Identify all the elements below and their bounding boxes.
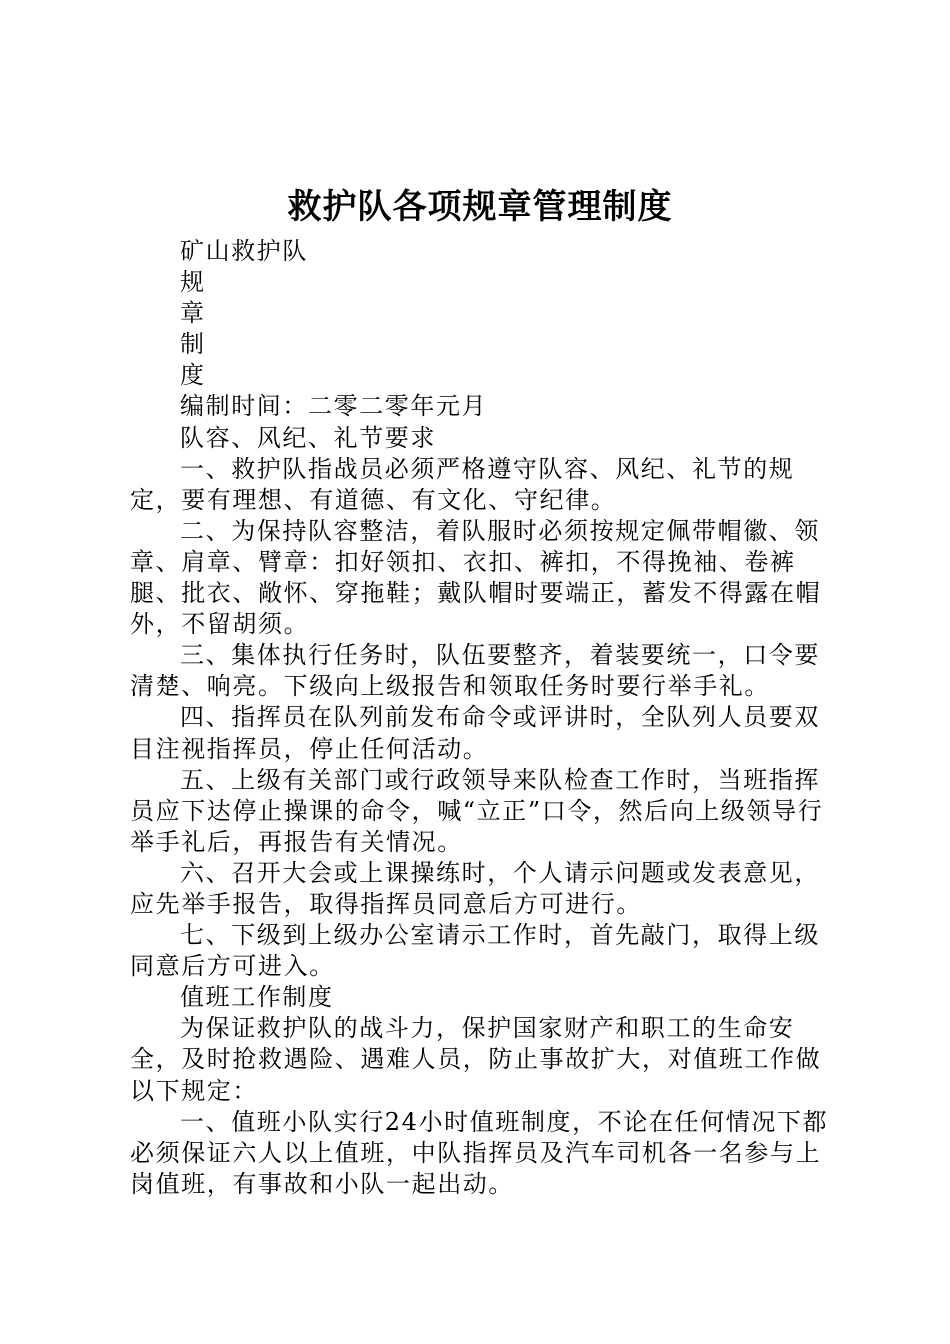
paragraph-duty-rule-1: 一、值班小队实行24小时值班制度，不论在任何情况下都必须保证六人以上值班，中队指挥员及汽车司机各一名参与上岗值班，有事故和小队一起出动。 xyxy=(130,1107,829,1198)
paragraph-rule-1: 一、救护队指战员必须严格遵守队容、风纪、礼节的规定，要有理想、有道德、有文化、守纪律。 xyxy=(130,454,795,514)
paragraph-heading-char-4: 度 xyxy=(180,361,206,390)
paragraph-rule-2: 二、为保持队容整洁，着队服时必须按规定佩带帽徽、领章、肩章、臂章：扣好领扣、衣扣、裤扣，不得挽袖、卷裤腿、批衣、敞怀、穿拖鞋；戴队帽时要端正，蓄发不得露在帽外，不留胡须。 xyxy=(130,516,822,639)
paragraph-rule-6: 六、召开大会或上课操练时，个人请示问题或发表意见，应先举手报告，取得指挥员同意后方可进行。 xyxy=(130,858,820,918)
paragraph-duty-intro: 为保证救护队的战斗力，保护国家财产和职工的生命安全，及时抢救遇险、遇难人员，防止事故扩大，对值班工作做以下规定： xyxy=(130,1014,822,1105)
paragraph-heading-char-3: 制 xyxy=(180,330,206,359)
document-body xyxy=(130,236,842,1200)
paragraph-rule-7: 七、下级到上级办公室请示工作时，首先敲门，取得上级同意后方可进入。 xyxy=(130,921,820,981)
paragraph-heading-char-2: 章 xyxy=(180,299,206,328)
section-heading-duty: 值班工作制度 xyxy=(180,983,334,1012)
paragraph-rule-4: 四、指挥员在队列前发布命令或评讲时，全队列人员要双目注视指挥员，停止任何活动。 xyxy=(130,703,820,763)
paragraph-rule-5: 五、上级有关部门或行政领导来队检查工作时，当班指挥员应下达停止操课的命令，喊“立正”口令，然后向上级领导行举手礼后，再报告有关情况。 xyxy=(130,765,824,856)
section-heading-discipline: 队容、风纪、礼节要求 xyxy=(180,423,436,452)
paragraph-org-name: 矿山救护队 xyxy=(180,237,308,265)
paragraph-compile-date: 编制时间：二零二零年元月 xyxy=(180,392,488,421)
paragraph-heading-char-1: 规 xyxy=(180,268,206,297)
paragraph-rule-3: 三、集体执行任务时，队伍要整齐，着装要统一，口令要清楚、响亮。下级向上级报告和领取任务时要行举手礼。 xyxy=(130,641,820,701)
document-title: 救护队各项规章管理制度 xyxy=(287,187,673,227)
